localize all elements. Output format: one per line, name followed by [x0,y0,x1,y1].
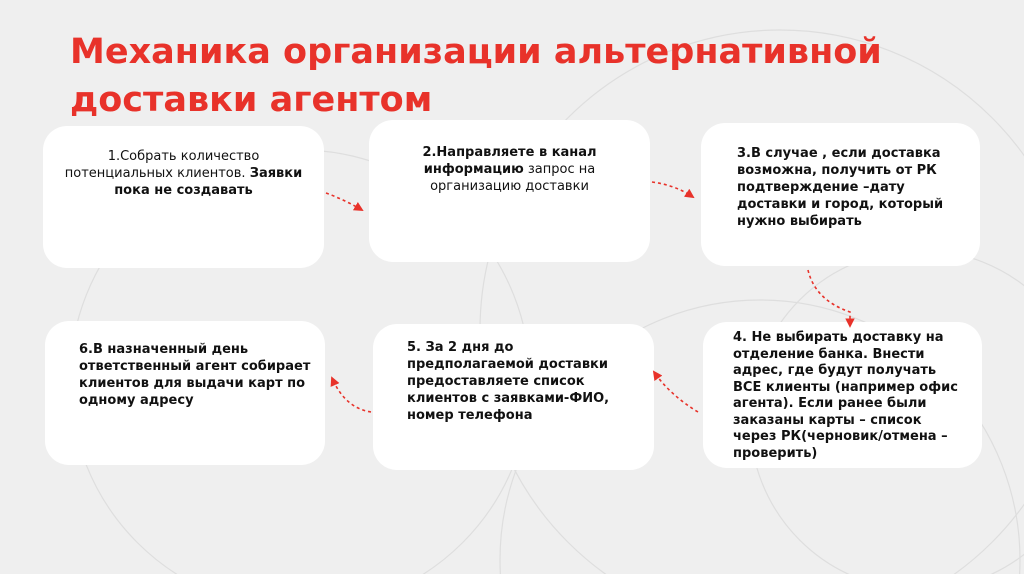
slide-title [70,28,970,124]
step-2-text-bold: в канал информацию [423,145,597,177]
step-4-card [703,322,982,468]
step-2-text-regular: запрос на организацию доставки [430,162,596,194]
step-1-text [57,148,310,199]
step-2-text-lead: 2.Направляете [422,145,539,160]
step-2-card [369,120,650,262]
step-1-card [43,126,324,268]
step-5-card [373,324,654,470]
step-6-card [45,321,325,465]
step-1-text-regular: 1.Собрать количество потенциальных клиентов. [64,149,260,181]
step-1-text-bold: Заявки пока не создавать [114,166,303,198]
step-3-card [701,123,980,266]
title-line-2: доставки агентом [70,80,433,120]
step-6-text: 6.В назначенный день ответственный агент собирает клиентов для выдачи карт по одному адресу [79,342,311,408]
step-4-text: 4. Не выбирать доставку на отделение банка. Внести адрес, где будут получать ВСЕ клиенты (например офис агента). Если ранее были заказаны карты – список через РК(черновик/отмена – проверить) [733,330,958,461]
title-line-1: Механика организации альтернативной [70,32,882,72]
step-2-text [381,144,638,195]
step-5-text: 5. За 2 дня до предполагаемой доставки предоставляете список клиентов с заявками-ФИО, номер телефона [407,340,610,423]
step-3-text: 3.В случае , если доставка возможна, получить от РК подтверждение –дату доставки и город, который нужно выбирать [737,146,944,229]
